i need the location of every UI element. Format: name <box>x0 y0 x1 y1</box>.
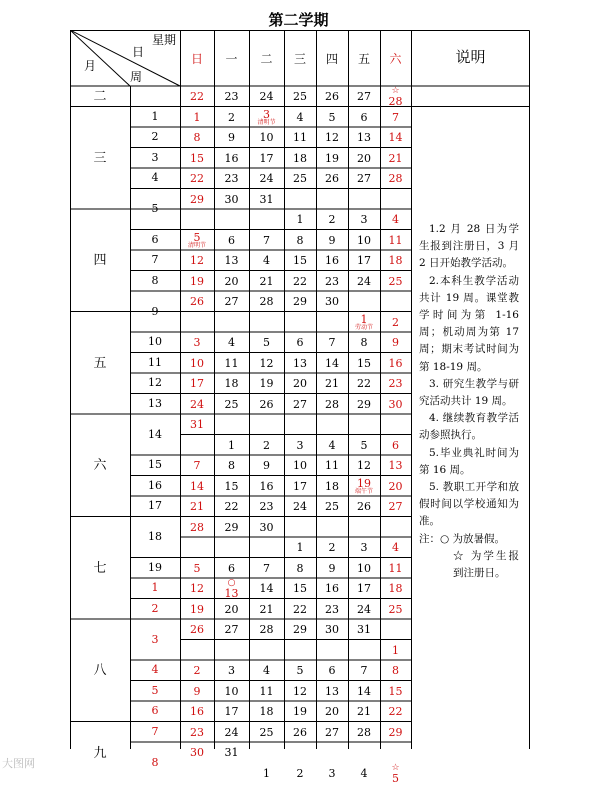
day-cell: 20 <box>224 602 239 616</box>
day-cell: 21 <box>357 705 371 718</box>
day-cell: 25 <box>388 602 403 616</box>
day-cell: 29 <box>190 192 204 206</box>
day-cell: 15 <box>190 151 204 165</box>
day-cell: 31 <box>357 623 371 636</box>
day-cell: 22 <box>190 172 204 185</box>
day-cell: 30 <box>259 520 274 534</box>
header-yue: 月 <box>84 59 97 73</box>
day-cell: 1 <box>263 766 270 780</box>
month-label: 八 <box>93 663 107 679</box>
day-cell: 22 <box>224 500 239 513</box>
day-cell <box>348 478 380 495</box>
day-cell: 9 <box>392 336 399 349</box>
day-cell: 5 <box>193 561 201 575</box>
day-cell: 27 <box>224 623 239 636</box>
day-cell: 4 <box>263 664 270 677</box>
day-cell: 22 <box>293 274 307 288</box>
day-cell: 25 <box>293 172 307 185</box>
day-cell: 13 <box>357 131 371 144</box>
header-ri: 日 <box>132 45 145 59</box>
day-cell: 24 <box>357 602 371 616</box>
day-cell: 23 <box>259 500 274 513</box>
holiday-label: 清明节 <box>187 241 206 249</box>
day-cell: 7 <box>392 110 399 124</box>
day-cell: 4 <box>392 213 399 226</box>
day-cell: 8 <box>296 561 304 575</box>
day-cell: 28 <box>190 520 204 534</box>
week-number: 11 <box>148 355 162 369</box>
day-cell: 1 <box>228 438 235 452</box>
day-cell: 2 <box>263 438 270 452</box>
day-cell: 4 <box>360 766 368 780</box>
week-number: 4 <box>151 663 159 677</box>
day-cell: 26 <box>325 90 339 103</box>
day-cell: 28 <box>325 397 339 411</box>
day-cell: 14 <box>259 582 274 595</box>
day-cell: 6 <box>228 561 235 575</box>
week-number: 9 <box>151 304 159 318</box>
day-cell: 3 <box>360 213 368 226</box>
day-cell: 23 <box>388 377 403 390</box>
day-cell: 28 <box>357 725 371 739</box>
day-cell: 12 <box>259 356 274 370</box>
day-cell: 23 <box>224 172 239 185</box>
day-number: 5 <box>392 771 399 785</box>
day-cell: 3 <box>296 438 304 452</box>
day-cell: 4 <box>228 336 235 349</box>
day-cell: 2 <box>228 110 235 124</box>
day-cell: 6 <box>328 664 336 677</box>
day-cell: 18 <box>388 254 403 267</box>
day-cell: 16 <box>388 356 403 370</box>
day-cell: 14 <box>190 479 204 493</box>
header-xingqi: 星期 <box>152 33 177 47</box>
day-cell: 17 <box>190 377 204 390</box>
week-number: 1 <box>151 581 159 595</box>
week-number: 6 <box>151 232 159 246</box>
week-number: 7 <box>151 253 159 267</box>
weekday-0: 日 <box>190 52 203 66</box>
day-cell: 23 <box>325 274 339 288</box>
day-cell: 15 <box>357 356 371 370</box>
month-label: 七 <box>93 560 107 576</box>
day-cell: 27 <box>293 397 307 411</box>
day-cell: 10 <box>357 561 371 575</box>
day-cell: 21 <box>190 500 204 513</box>
weekday-2: 二 <box>260 52 273 66</box>
day-cell <box>380 87 411 107</box>
day-cell: 22 <box>357 377 371 390</box>
day-cell: 19 <box>325 151 339 165</box>
day-cell: 23 <box>224 90 239 103</box>
day-cell: 2 <box>328 213 336 226</box>
day-cell: 12 <box>190 254 204 267</box>
week-number: 10 <box>148 335 162 349</box>
page-title: 第二学期 <box>268 11 329 29</box>
week-number: 14 <box>148 427 162 441</box>
week-number: 18 <box>148 530 162 543</box>
day-cell: 12 <box>293 684 307 698</box>
day-cell: 24 <box>259 90 274 103</box>
day-cell: 14 <box>357 684 371 698</box>
day-cell: 8 <box>296 233 304 247</box>
day-cell: 10 <box>224 684 239 698</box>
day-cell: 4 <box>392 541 399 554</box>
week-number: 8 <box>151 755 159 769</box>
day-cell: 1 <box>296 213 304 226</box>
day-cell: 3 <box>228 664 235 677</box>
note-legend-registration: ☆ 为学生报到注册日。 <box>453 549 519 580</box>
day-cell: 23 <box>190 725 204 739</box>
note-5: 5.毕业典礼时间为第 16 周。 <box>419 446 519 476</box>
week-number: 15 <box>148 458 162 472</box>
holiday-label: 端午节 <box>354 487 373 495</box>
day-cell: 19 <box>259 377 274 390</box>
day-cell: 29 <box>224 520 239 534</box>
day-cell: 24 <box>259 172 274 185</box>
day-cell: 14 <box>325 356 339 370</box>
day-cell: 9 <box>193 684 201 698</box>
day-cell: 24 <box>357 274 371 288</box>
day-cell: 30 <box>325 623 339 636</box>
day-cell: 9 <box>328 561 336 575</box>
day-cell: 7 <box>263 561 270 575</box>
day-cell: 2 <box>392 315 399 329</box>
week-number: 8 <box>151 273 159 287</box>
day-cell: 26 <box>357 500 371 513</box>
note-legend-vacation: 注：○ 为放暑假。 <box>419 532 505 545</box>
weekday-4: 四 <box>325 52 338 66</box>
day-cell <box>348 314 380 331</box>
day-cell: 16 <box>325 254 339 267</box>
day-cell: 30 <box>388 397 403 411</box>
day-cell: 13 <box>293 356 307 370</box>
day-cell: 3 <box>328 766 336 780</box>
day-cell: 11 <box>224 356 239 370</box>
day-cell: 21 <box>325 377 339 390</box>
note-2: 2.本科生教学活动共计 19 周。课堂教学时间为第 1-16 周；机动周为第 17 周；期末考试时间为第 18-19 周。 <box>419 274 519 373</box>
day-cell: 28 <box>259 623 274 636</box>
week-number: 16 <box>148 478 162 492</box>
day-cell: 8 <box>193 131 201 144</box>
day-cell: 15 <box>224 479 239 493</box>
month-label: 九 <box>93 746 107 761</box>
day-cell: 12 <box>357 459 371 472</box>
day-cell: 5 <box>360 438 368 452</box>
day-cell <box>249 109 284 126</box>
day-cell: 26 <box>190 623 204 636</box>
day-cell: 25 <box>325 500 339 513</box>
day-cell: 16 <box>224 151 239 165</box>
day-cell: 15 <box>293 582 307 595</box>
header-zhou: 周 <box>130 70 143 84</box>
day-cell: 13 <box>325 684 339 698</box>
day-number: 5 <box>193 230 201 244</box>
day-cell: 17 <box>293 479 307 493</box>
day-cell: 5 <box>296 664 304 677</box>
day-cell: 30 <box>190 746 204 759</box>
day-cell: 22 <box>388 705 403 718</box>
day-cell: 16 <box>259 479 274 493</box>
weekday-3: 三 <box>293 52 306 66</box>
day-cell: 15 <box>293 254 307 267</box>
day-cell: 4 <box>328 438 336 452</box>
day-cell: 31 <box>259 192 274 206</box>
day-cell: 6 <box>360 110 368 124</box>
day-cell: 6 <box>228 233 235 247</box>
week-number: 2 <box>151 130 159 144</box>
month-label: 三 <box>93 150 107 166</box>
day-cell: 29 <box>357 397 371 411</box>
day-cell: 20 <box>357 151 371 165</box>
day-cell: 13 <box>224 254 239 267</box>
day-cell: 17 <box>259 151 274 165</box>
day-cell: 20 <box>224 274 239 288</box>
day-cell: 2 <box>193 664 201 677</box>
day-cell: 11 <box>388 233 403 247</box>
day-number: 3 <box>263 107 270 121</box>
day-cell: 17 <box>357 254 371 267</box>
day-cell: 9 <box>328 233 336 247</box>
day-cell: 15 <box>388 684 403 698</box>
watermark: 大图网 <box>2 757 35 770</box>
day-cell: 26 <box>259 397 274 411</box>
day-cell: 10 <box>357 233 371 247</box>
day-cell: 1 <box>392 643 399 657</box>
day-cell: 29 <box>388 725 403 739</box>
day-cell: 12 <box>325 131 339 144</box>
day-cell: 17 <box>357 582 371 595</box>
note-4: 4. 继续教育教学活动参照执行。 <box>419 412 519 442</box>
week-number: 12 <box>148 376 162 390</box>
day-cell: 13 <box>388 459 403 472</box>
day-cell: 25 <box>388 274 403 288</box>
day-cell: 19 <box>190 274 204 288</box>
day-cell: 11 <box>293 131 307 144</box>
day-cell: 12 <box>190 582 204 595</box>
day-cell: 22 <box>293 602 307 616</box>
day-cell: 31 <box>224 746 239 759</box>
day-cell: 18 <box>224 377 239 390</box>
day-cell: 8 <box>392 664 399 677</box>
week-number: 5 <box>151 683 159 697</box>
day-number: 1 <box>360 312 368 326</box>
day-cell: 6 <box>296 336 304 349</box>
day-cell: 26 <box>293 725 307 739</box>
day-cell: 14 <box>388 131 403 144</box>
weekday-6: 六 <box>389 52 402 66</box>
day-cell: 30 <box>224 192 239 206</box>
day-cell: 22 <box>190 90 204 103</box>
week-number: 6 <box>151 704 159 718</box>
day-cell: 7 <box>263 233 270 247</box>
day-cell: 31 <box>190 418 204 431</box>
day-cell: 2 <box>328 541 336 554</box>
month-label: 二 <box>93 89 107 105</box>
day-cell: 24 <box>224 725 239 739</box>
day-cell: 1 <box>296 541 304 554</box>
day-cell <box>214 579 249 599</box>
week-number: 19 <box>148 560 162 574</box>
day-cell: 3 <box>193 336 201 349</box>
week-number: 3 <box>151 632 159 646</box>
month-label: 五 <box>93 355 107 371</box>
day-cell: 16 <box>190 705 204 718</box>
holiday-label: 劳动节 <box>354 323 373 331</box>
day-cell: 27 <box>357 90 371 103</box>
day-cell: 18 <box>293 151 307 165</box>
day-cell: 27 <box>357 172 371 185</box>
day-cell: 10 <box>259 131 274 144</box>
day-cell: 8 <box>360 336 368 349</box>
day-cell: 5 <box>263 336 270 349</box>
month-label: 四 <box>93 253 107 269</box>
day-cell: 24 <box>293 500 307 513</box>
week-number: 4 <box>151 171 159 185</box>
day-cell: 4 <box>263 254 270 267</box>
day-cell: 24 <box>190 397 204 411</box>
day-cell: 11 <box>388 561 403 575</box>
day-cell: 9 <box>228 131 235 144</box>
month-label: 六 <box>93 458 107 474</box>
day-cell: 30 <box>325 295 339 308</box>
notes-header: 说明 <box>455 48 486 66</box>
day-cell: 18 <box>325 479 339 493</box>
day-cell: 27 <box>224 295 239 308</box>
day-cell: 26 <box>325 172 339 185</box>
day-cell: 18 <box>259 705 274 718</box>
day-cell: 19 <box>293 705 307 718</box>
day-cell: 28 <box>259 295 274 308</box>
week-number: 7 <box>151 724 159 738</box>
day-cell: 10 <box>190 356 204 370</box>
star-icon: ☆ <box>391 86 400 96</box>
weekday-1: 一 <box>225 52 238 66</box>
day-cell: 7 <box>193 459 201 472</box>
day-cell: 20 <box>293 377 307 390</box>
week-number: 3 <box>151 150 159 164</box>
day-cell: 27 <box>388 500 403 513</box>
day-cell: 28 <box>388 172 403 185</box>
day-cell: 18 <box>388 582 403 595</box>
day-cell: 16 <box>325 582 339 595</box>
weekday-5: 五 <box>357 52 370 66</box>
day-cell: 7 <box>360 664 368 677</box>
day-cell <box>180 232 214 249</box>
day-cell: 21 <box>259 602 274 616</box>
week-number: 5 <box>151 202 159 215</box>
day-number: 19 <box>357 476 371 490</box>
week-number: 2 <box>151 601 159 615</box>
holiday-label: 清明节 <box>257 118 276 126</box>
day-cell: 6 <box>392 438 399 452</box>
day-cell: 23 <box>325 602 339 616</box>
day-cell: 20 <box>325 705 339 718</box>
day-cell: 25 <box>224 397 239 411</box>
day-cell: 1 <box>193 110 201 124</box>
day-cell: 4 <box>296 110 304 124</box>
day-cell: 21 <box>388 151 403 165</box>
day-number: 13 <box>224 587 239 600</box>
day-cell: 27 <box>325 725 339 739</box>
day-cell: 11 <box>259 684 274 698</box>
day-cell: 5 <box>328 110 336 124</box>
note-1: 1.2 月 28 日为学生报到注册日，3 月 2 日开始教学活动。 <box>419 223 519 270</box>
day-cell: 8 <box>228 459 235 472</box>
week-number: 1 <box>151 109 159 123</box>
day-cell: 25 <box>259 725 274 739</box>
day-cell: 21 <box>259 274 274 288</box>
day-cell: 19 <box>190 602 204 616</box>
day-cell: 7 <box>328 336 336 349</box>
day-cell: 17 <box>224 705 239 718</box>
day-cell: 26 <box>190 295 204 308</box>
day-number: 28 <box>388 95 403 108</box>
star-icon: ☆ <box>391 762 400 773</box>
day-cell: 10 <box>293 459 307 472</box>
notes-panel <box>419 221 519 582</box>
week-number: 13 <box>148 396 162 410</box>
day-cell: 20 <box>388 479 403 493</box>
corner-diagonal <box>70 30 130 86</box>
day-cell: 29 <box>293 623 307 636</box>
circle-icon: ○ <box>227 578 236 588</box>
day-cell: 11 <box>325 459 339 472</box>
day-cell: 2 <box>296 766 304 780</box>
day-cell: 3 <box>360 541 368 554</box>
day-cell: 9 <box>263 459 270 472</box>
note-6: 5. 教职工开学和放假时间以学校通知为准。 <box>419 481 519 528</box>
day-cell: 29 <box>293 295 307 308</box>
day-cell: 25 <box>293 90 307 103</box>
week-number: 17 <box>148 499 162 513</box>
note-3: 3. 研究生教学与研究活动共计 19 周。 <box>419 377 519 408</box>
